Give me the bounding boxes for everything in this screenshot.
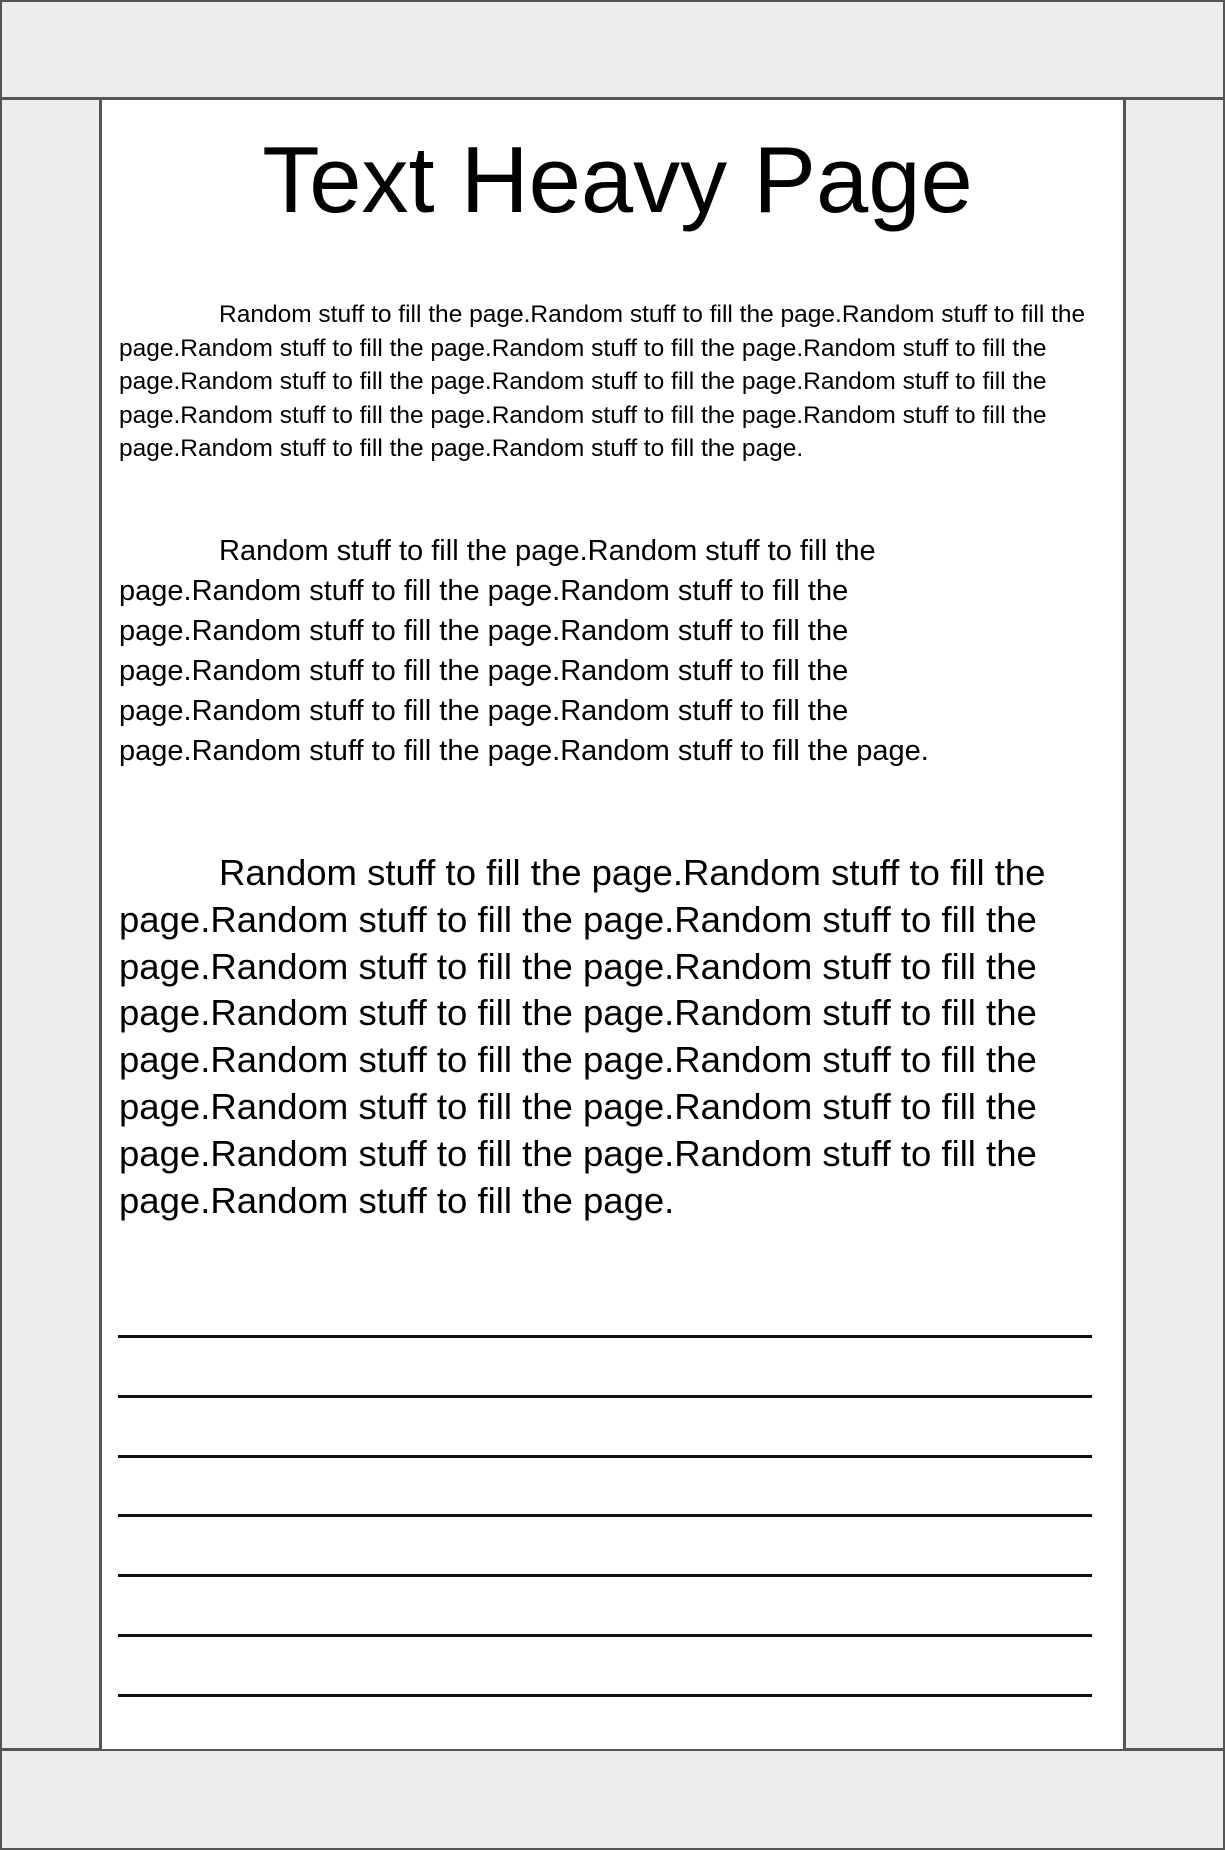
writing-line <box>118 1395 1092 1398</box>
paragraph-large: Random stuff to fill the page.Random stuff to fill the page.Random stuff to fill the page.Random stuff to fill the page.Random stuff to fill the page.Random stuff to fill the page.Random stuff to fill the page.Random stuff to fill the page.Random stuff to fill the page.Random stuff to fill the page.Random stuff to fill the page.Random stuff to fill the page.Random stuff to fill the page.Random stuff to fill the page.Random stuff to fill the page. <box>119 852 1046 1221</box>
writing-line <box>118 1455 1092 1458</box>
paragraph-small: Random stuff to fill the page.Random stuff to fill the page.Random stuff to fill the page.Random stuff to fill the page.Random stuff to fill the page.Random stuff to fill the page.Random stuff to fill the page.Random stuff to fill the page.Random stuff to fill the page.Random stuff to fill the page.Random stuff to fill the page.Random stuff to fill the page.Random stuff to fill the page.Random stuff to fill the page. <box>119 301 1086 462</box>
bottom-margin <box>0 1748 1225 1850</box>
top-margin <box>0 0 1225 100</box>
writing-line <box>118 1634 1092 1637</box>
writing-line <box>118 1574 1092 1577</box>
writing-line <box>118 1694 1092 1697</box>
writing-line <box>118 1335 1092 1338</box>
page-title: Text Heavy Page <box>262 127 973 232</box>
writing-line <box>118 1514 1092 1517</box>
paragraph-medium: Random stuff to fill the page.Random stuff to fill the page.Random stuff to fill the page.Random stuff to fill the page.Random stuff to fill the page.Random stuff to fill the page.Random stuff to fill the page.Random stuff to fill the page.Random stuff to fill the page.Random stuff to fill the page.Random stuff to fill the page.Random stuff to fill the page. <box>119 535 929 767</box>
